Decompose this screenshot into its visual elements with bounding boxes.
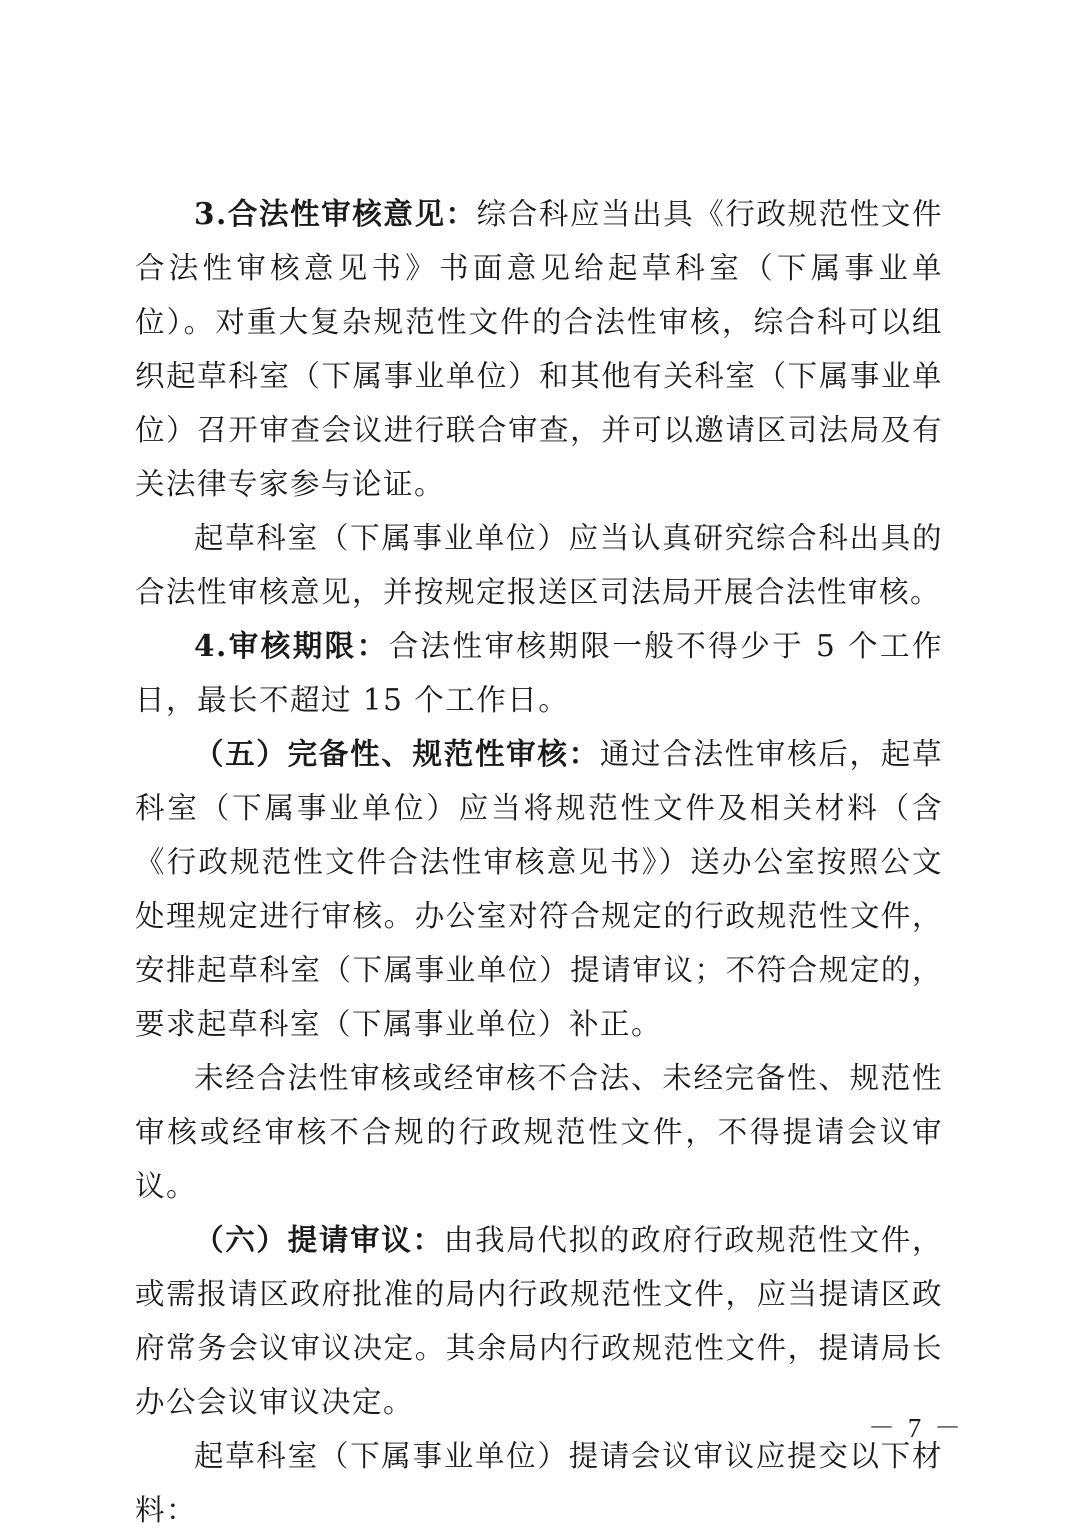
paragraph-drafting-office-duty [135,511,943,619]
paragraph-text: 通过合法性审核后，起草科室（下属事业单位）应当将规范性文件及相关材料（含《行政规范性文件合法性审核意见书》）送办公室按照公文处理规定进行审核。办公室对符合规定的行政规范性文件，安排起草科室（下属事业单位）提请审议；不符合规定的，要求起草科室（下属事业单位）补正。 [135,737,943,1041]
paragraph-text: 综合科应当出具《行政规范性文件合法性审核意见书》书面意见给起草科室（下属事业单位）。对重大复杂规范性文件的合法性审核，综合科可以组织起草科室（下属事业单位）和其他有关科室（下属事业单位）召开审查会议进行联合审查，并可以邀请区司法局及有关法律专家参与论证。 [135,197,943,501]
paragraph-legality-review-opinion [135,187,943,511]
page-number: － 7 － [868,1413,964,1443]
paragraph-text: 起草科室（下属事业单位）应当认真研究综合科出具的合法性审核意见，并按规定报送区司法局开展合法性审核。 [135,521,943,609]
paragraph-required-materials [135,1429,943,1537]
paragraph-text: 由我局代拟的政府行政规范性文件，或需报请区政府批准的局内行政规范性文件，应当提请区政府常务会议审议决定。其余局内行政规范性文件，提请局长办公会议审议决定。 [135,1223,943,1419]
paragraph-review-prohibition [135,1051,943,1213]
paragraph-heading: （五）完备性、规范性审核： [194,736,600,771]
paragraph-heading: 3.合法性审核意见： [194,196,477,231]
paragraph-text: 合法性审核期限一般不得少于 5 个工作日，最长不超过 15 个工作日。 [135,629,944,717]
paragraph-text: 起草科室（下属事业单位）提请会议审议应提交以下材料： [135,1439,943,1527]
paragraph-text: 未经合法性审核或经审核不合法、未经完备性、规范性审核或经审核不合规的行政规范性文件，不得提请会议审议。 [135,1061,943,1203]
paragraph-completeness-review [135,727,943,1051]
paragraph-heading: （六）提请审议： [194,1222,444,1257]
paragraph-review-deadline [135,619,943,727]
document-body [135,187,943,1537]
paragraph-submission-for-deliberation [135,1213,943,1429]
paragraph-heading: 4.审核期限： [194,628,389,663]
